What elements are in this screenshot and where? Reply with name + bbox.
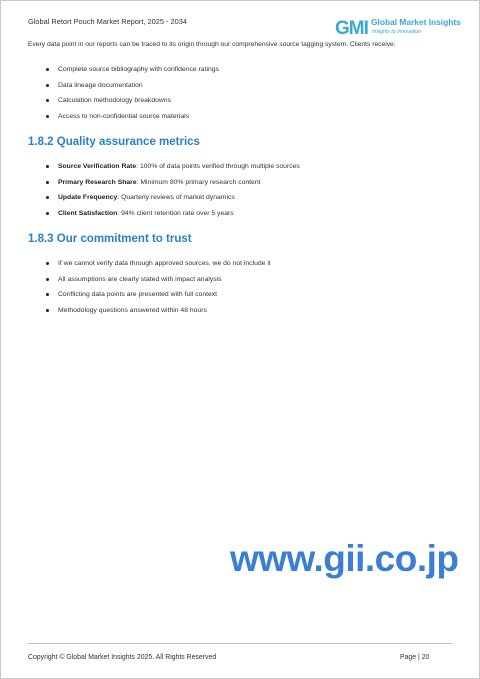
svg-text:GMI: GMI	[335, 18, 368, 39]
bullet-icon	[46, 262, 49, 265]
bullet-icon	[46, 99, 49, 102]
page-number: Page | 20	[400, 654, 430, 661]
intro-paragraph: Every data point in our reports can be traced to its origin through our comprehensive source tagging system. Clients receive:	[28, 41, 396, 48]
list-item: Access to non-confidential source materials	[46, 109, 219, 125]
section-heading-trust: 1.8.3 Our commitment to trust	[28, 233, 192, 245]
bullet-icon	[46, 293, 49, 296]
list-item: Source Verification Rate: 100% of data points verified through multiple sources	[46, 159, 300, 175]
intro-list	[46, 62, 219, 124]
bullet-icon	[46, 309, 49, 312]
bullet-icon	[46, 181, 49, 184]
bullet-icon	[46, 278, 49, 281]
quality-metrics-list	[46, 159, 300, 221]
list-item: Client Satisfaction: 94% client retention rate over 5 years	[46, 206, 300, 222]
list-item: If we cannot verify data through approved sources, we do not include it	[46, 256, 271, 272]
logo-name: Global Market Insights	[371, 17, 461, 27]
list-item: Primary Research Share: Minimum 80% primary research content	[46, 175, 300, 191]
company-logo	[334, 14, 461, 40]
report-title: Global Retort Pouch Market Report, 2025 - 2034	[28, 17, 187, 26]
bullet-icon	[46, 115, 49, 118]
list-item: Conflicting data points are presented with full context	[46, 287, 271, 303]
bullet-icon	[46, 196, 49, 199]
list-item: Calculation methodology breakdowns	[46, 93, 219, 109]
trust-list	[46, 256, 271, 318]
list-item: Methodology questions answered within 48 hours	[46, 303, 271, 319]
section-heading-quality: 1.8.2 Quality assurance metrics	[28, 136, 200, 148]
list-item: Complete source bibliography with confidence ratings	[46, 62, 219, 78]
logo-tagline: Insights to Innovation	[372, 29, 422, 35]
bullet-icon	[46, 165, 49, 168]
list-item: Update Frequency: Quarterly reviews of market dynamics	[46, 190, 300, 206]
bullet-icon	[46, 68, 49, 71]
footer-divider	[28, 643, 452, 644]
watermark-url: www.gii.co.jp	[230, 538, 459, 579]
bullet-icon	[46, 212, 49, 215]
list-item: All assumptions are clearly stated with impact analysis	[46, 272, 271, 288]
gmi-logo-icon	[334, 14, 370, 40]
list-item: Data lineage documentation	[46, 78, 219, 94]
footer-copyright: Copyright © Global Market Insights 2025. All Rights Reserved	[28, 654, 217, 661]
bullet-icon	[46, 84, 49, 87]
